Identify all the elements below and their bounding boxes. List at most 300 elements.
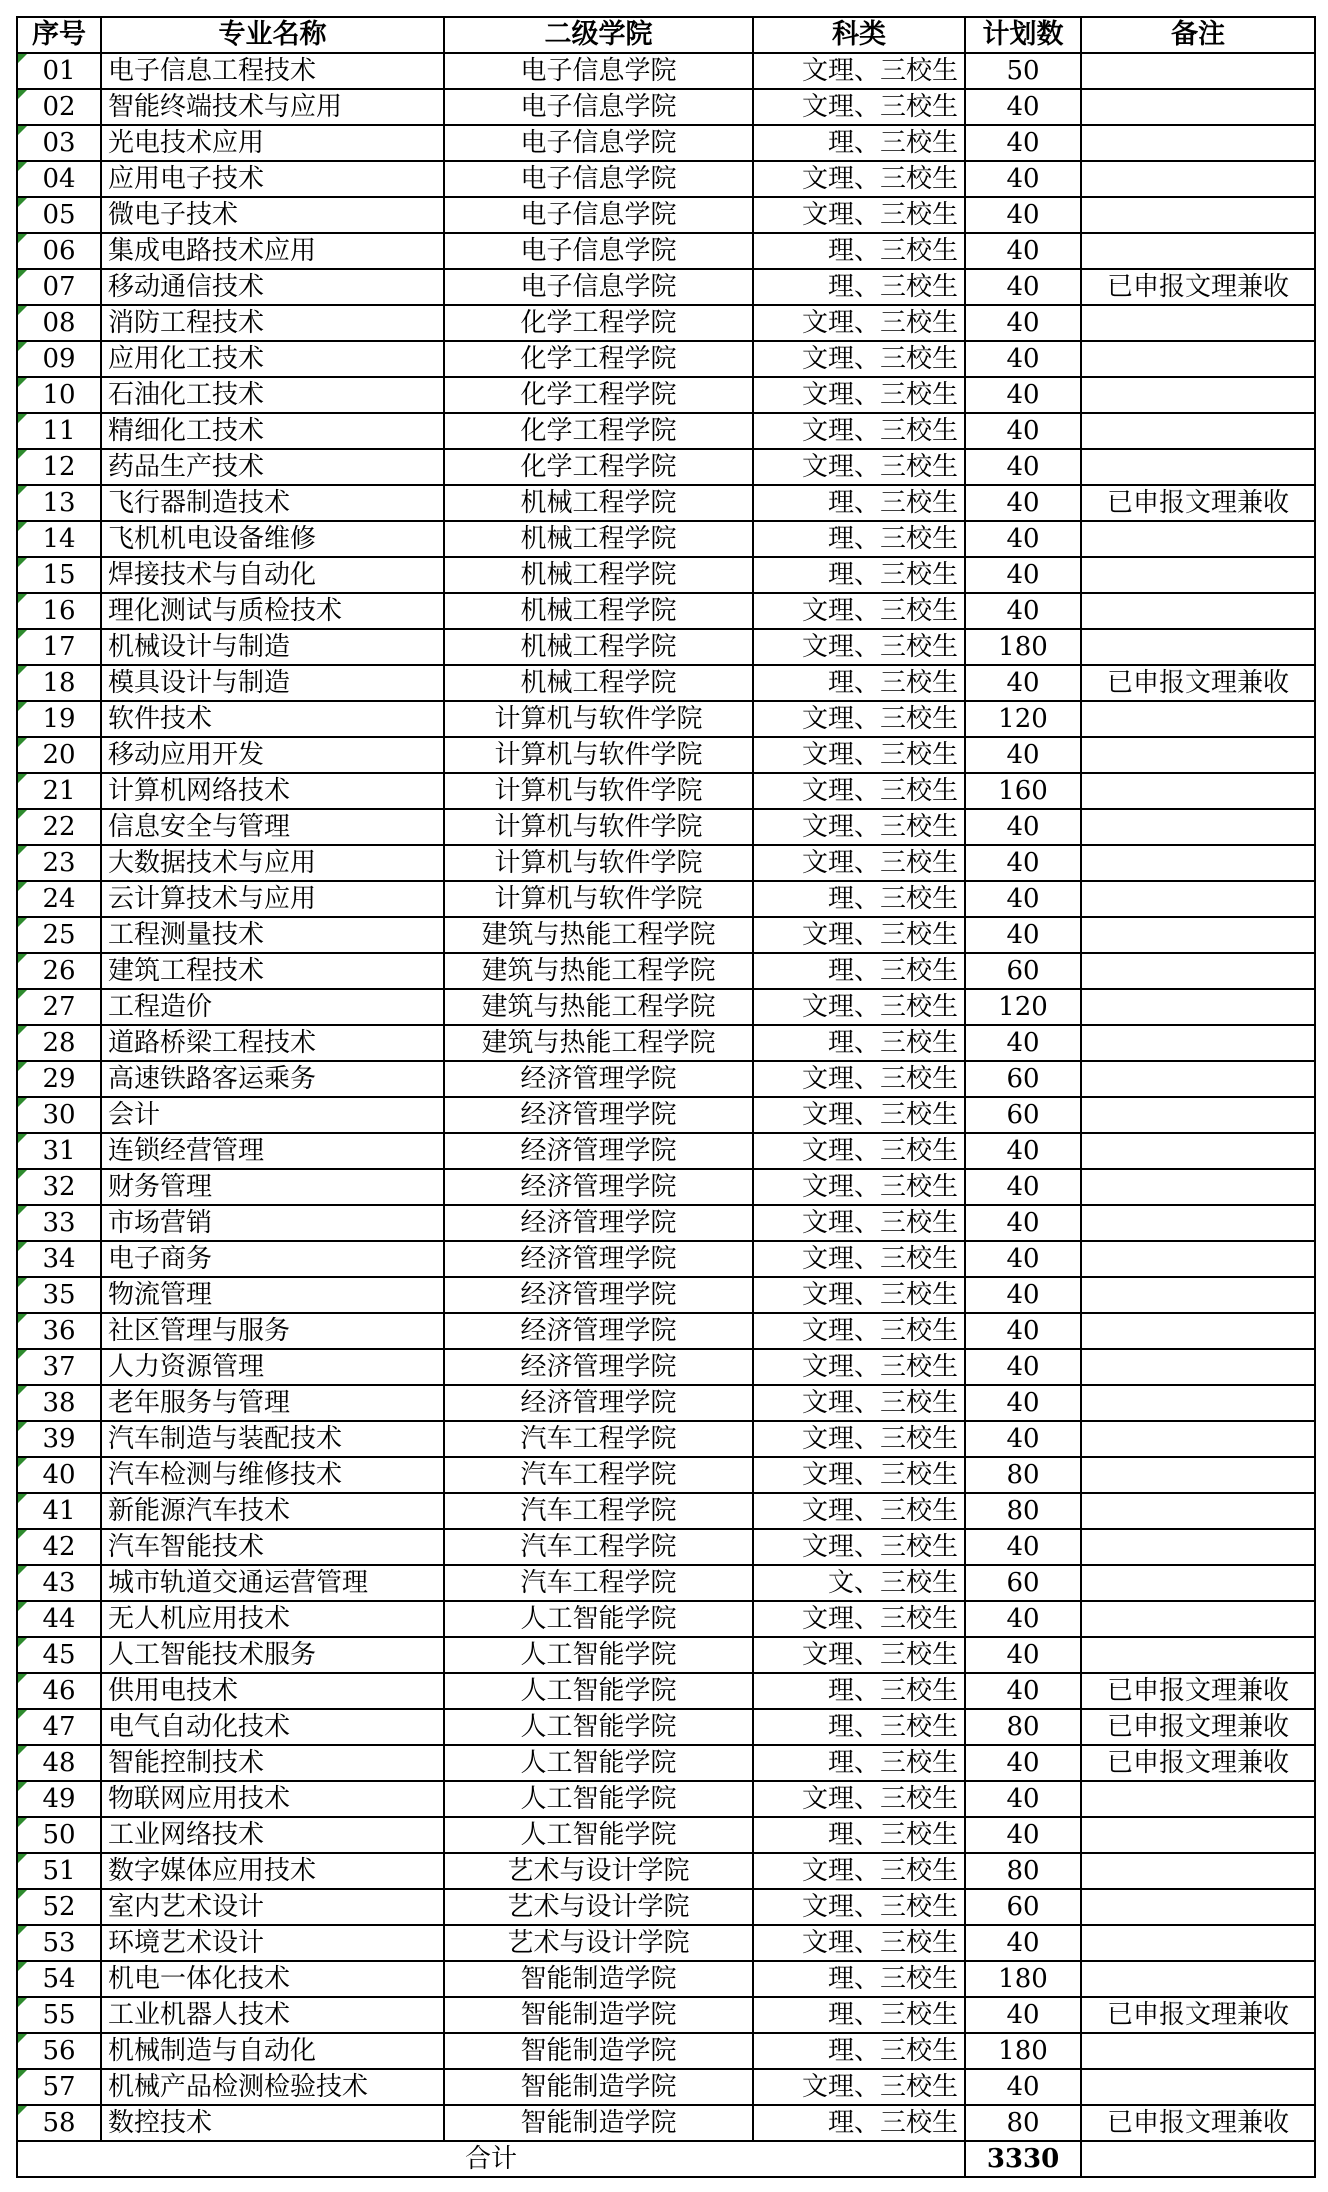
table-row: [17, 1601, 1315, 1637]
cell-category: 文理、三校生: [753, 917, 965, 953]
table-row: [17, 701, 1315, 737]
cell-category: 文理、三校生: [753, 305, 965, 341]
cell-college: 汽车工程学院: [444, 1493, 753, 1529]
cell-no: 13: [17, 485, 101, 521]
cell-major-name: 汽车智能技术: [101, 1529, 444, 1565]
cell-note: [1081, 1961, 1315, 1997]
table-row: [17, 1313, 1315, 1349]
cell-no: 42: [17, 1529, 101, 1565]
table-row: [17, 341, 1315, 377]
cell-college: 计算机与软件学院: [444, 809, 753, 845]
cell-no: 20: [17, 737, 101, 773]
cell-college: 经济管理学院: [444, 1061, 753, 1097]
cell-category: 文理、三校生: [753, 1385, 965, 1421]
cell-college: 机械工程学院: [444, 485, 753, 521]
cell-note: [1081, 1889, 1315, 1925]
cell-college: 经济管理学院: [444, 1097, 753, 1133]
cell-plan: 40: [965, 2069, 1081, 2105]
cell-note: [1081, 89, 1315, 125]
cell-no: 32: [17, 1169, 101, 1205]
cell-note: [1081, 2033, 1315, 2069]
table-row: [17, 845, 1315, 881]
cell-category: 文理、三校生: [753, 377, 965, 413]
cell-plan: 40: [965, 1817, 1081, 1853]
cell-no: 26: [17, 953, 101, 989]
cell-no: 17: [17, 629, 101, 665]
cell-college: 艺术与设计学院: [444, 1925, 753, 1961]
cell-note: [1081, 377, 1315, 413]
cell-note: [1081, 845, 1315, 881]
cell-plan: 40: [965, 377, 1081, 413]
cell-plan: 40: [965, 845, 1081, 881]
cell-note: [1081, 305, 1315, 341]
cell-no: 55: [17, 1997, 101, 2033]
table-row: [17, 1781, 1315, 1817]
table-row: [17, 1961, 1315, 1997]
cell-note: [1081, 2069, 1315, 2105]
cell-no: 10: [17, 377, 101, 413]
cell-major-name: 电气自动化技术: [101, 1709, 444, 1745]
cell-note: [1081, 1205, 1315, 1241]
cell-no: 46: [17, 1673, 101, 1709]
cell-no: 35: [17, 1277, 101, 1313]
cell-note: [1081, 1349, 1315, 1385]
cell-major-name: 会计: [101, 1097, 444, 1133]
cell-college: 计算机与软件学院: [444, 881, 753, 917]
cell-category: 文理、三校生: [753, 737, 965, 773]
cell-note: [1081, 341, 1315, 377]
cell-note: 已申报文理兼收: [1081, 665, 1315, 701]
cell-college: 化学工程学院: [444, 305, 753, 341]
cell-college: 化学工程学院: [444, 377, 753, 413]
cell-plan: 40: [965, 881, 1081, 917]
cell-college: 人工智能学院: [444, 1709, 753, 1745]
cell-note: [1081, 629, 1315, 665]
cell-no: 19: [17, 701, 101, 737]
cell-category: 理、三校生: [753, 1709, 965, 1745]
cell-no: 50: [17, 1817, 101, 1853]
cell-major-name: 微电子技术: [101, 197, 444, 233]
cell-plan: 40: [965, 1169, 1081, 1205]
cell-no: 41: [17, 1493, 101, 1529]
cell-no: 38: [17, 1385, 101, 1421]
cell-college: 人工智能学院: [444, 1781, 753, 1817]
cell-category: 文理、三校生: [753, 1133, 965, 1169]
cell-college: 智能制造学院: [444, 2033, 753, 2069]
cell-category: 文理、三校生: [753, 1349, 965, 1385]
total-row: [17, 2141, 1315, 2177]
cell-category: 文理、三校生: [753, 89, 965, 125]
table-row: [17, 665, 1315, 701]
cell-note: [1081, 1601, 1315, 1637]
table-row: [17, 1529, 1315, 1565]
cell-college: 电子信息学院: [444, 269, 753, 305]
cell-note: [1081, 593, 1315, 629]
cell-note: 已申报文理兼收: [1081, 2105, 1315, 2141]
table-row: [17, 1745, 1315, 1781]
cell-major-name: 汽车制造与装配技术: [101, 1421, 444, 1457]
cell-plan: 40: [965, 1349, 1081, 1385]
cell-plan: 40: [965, 269, 1081, 305]
cell-college: 电子信息学院: [444, 89, 753, 125]
cell-college: 经济管理学院: [444, 1313, 753, 1349]
cell-major-name: 建筑工程技术: [101, 953, 444, 989]
cell-note: [1081, 197, 1315, 233]
cell-plan: 40: [965, 665, 1081, 701]
cell-plan: 50: [965, 53, 1081, 89]
cell-college: 智能制造学院: [444, 1961, 753, 1997]
cell-major-name: 供用电技术: [101, 1673, 444, 1709]
cell-note: [1081, 881, 1315, 917]
table-row: [17, 89, 1315, 125]
cell-college: 汽车工程学院: [444, 1529, 753, 1565]
cell-college: 人工智能学院: [444, 1745, 753, 1781]
cell-major-name: 大数据技术与应用: [101, 845, 444, 881]
cell-major-name: 模具设计与制造: [101, 665, 444, 701]
cell-plan: 40: [965, 557, 1081, 593]
cell-college: 艺术与设计学院: [444, 1889, 753, 1925]
cell-note: [1081, 1637, 1315, 1673]
cell-category: 理、三校生: [753, 1997, 965, 2033]
table-body: [17, 53, 1315, 2141]
table-row: [17, 1133, 1315, 1169]
table-row: [17, 1277, 1315, 1313]
cell-category: 文理、三校生: [753, 1277, 965, 1313]
cell-no: 43: [17, 1565, 101, 1601]
cell-plan: 40: [965, 449, 1081, 485]
cell-college: 智能制造学院: [444, 2105, 753, 2141]
cell-major-name: 工程测量技术: [101, 917, 444, 953]
cell-plan: 60: [965, 1565, 1081, 1601]
cell-no: 37: [17, 1349, 101, 1385]
cell-major-name: 飞行器制造技术: [101, 485, 444, 521]
cell-category: 文理、三校生: [753, 161, 965, 197]
cell-no: 07: [17, 269, 101, 305]
cell-no: 08: [17, 305, 101, 341]
cell-major-name: 人工智能技术服务: [101, 1637, 444, 1673]
cell-college: 经济管理学院: [444, 1205, 753, 1241]
table-row: [17, 1061, 1315, 1097]
cell-category: 文理、三校生: [753, 809, 965, 845]
cell-plan: 40: [965, 1997, 1081, 2033]
cell-no: 11: [17, 413, 101, 449]
header-category: 科类: [753, 17, 965, 53]
cell-note: [1081, 233, 1315, 269]
cell-category: 理、三校生: [753, 557, 965, 593]
cell-note: [1081, 1853, 1315, 1889]
cell-plan: 80: [965, 2105, 1081, 2141]
cell-plan: 80: [965, 1853, 1081, 1889]
cell-college: 化学工程学院: [444, 341, 753, 377]
table-header: [17, 17, 1315, 53]
cell-no: 05: [17, 197, 101, 233]
table-row: [17, 1493, 1315, 1529]
table-row: [17, 1817, 1315, 1853]
table-row: [17, 305, 1315, 341]
cell-note: [1081, 125, 1315, 161]
table-row: [17, 1637, 1315, 1673]
cell-major-name: 财务管理: [101, 1169, 444, 1205]
cell-plan: 40: [965, 1529, 1081, 1565]
cell-major-name: 云计算技术与应用: [101, 881, 444, 917]
cell-college: 建筑与热能工程学院: [444, 917, 753, 953]
table-row: [17, 1853, 1315, 1889]
cell-college: 机械工程学院: [444, 521, 753, 557]
cell-no: 09: [17, 341, 101, 377]
table-row: [17, 953, 1315, 989]
table-row: [17, 881, 1315, 917]
cell-no: 45: [17, 1637, 101, 1673]
header-no: 序号: [17, 17, 101, 53]
cell-category: 理、三校生: [753, 1025, 965, 1061]
cell-major-name: 智能终端技术与应用: [101, 89, 444, 125]
cell-plan: 40: [965, 233, 1081, 269]
cell-category: 理、三校生: [753, 953, 965, 989]
cell-college: 电子信息学院: [444, 53, 753, 89]
cell-category: 文理、三校生: [753, 53, 965, 89]
cell-note: 已申报文理兼收: [1081, 1673, 1315, 1709]
cell-category: 文理、三校生: [753, 197, 965, 233]
cell-no: 57: [17, 2069, 101, 2105]
cell-college: 机械工程学院: [444, 665, 753, 701]
cell-category: 文理、三校生: [753, 773, 965, 809]
cell-major-name: 市场营销: [101, 1205, 444, 1241]
cell-college: 建筑与热能工程学院: [444, 953, 753, 989]
cell-category: 文理、三校生: [753, 2069, 965, 2105]
table-row: [17, 2105, 1315, 2141]
cell-category: 文理、三校生: [753, 845, 965, 881]
table-row: [17, 377, 1315, 413]
table-row: [17, 197, 1315, 233]
total-label: 合计: [17, 2141, 965, 2177]
cell-major-name: 工业机器人技术: [101, 1997, 444, 2033]
cell-note: [1081, 1385, 1315, 1421]
table-row: [17, 1889, 1315, 1925]
cell-no: 30: [17, 1097, 101, 1133]
table-row: [17, 1169, 1315, 1205]
cell-note: 已申报文理兼收: [1081, 1709, 1315, 1745]
cell-category: 理、三校生: [753, 521, 965, 557]
cell-plan: 40: [965, 161, 1081, 197]
cell-note: [1081, 557, 1315, 593]
cell-note: [1081, 773, 1315, 809]
total-value: 3330: [965, 2141, 1081, 2177]
cell-major-name: 机械产品检测检验技术: [101, 2069, 444, 2105]
cell-college: 计算机与软件学院: [444, 701, 753, 737]
cell-category: 文理、三校生: [753, 1241, 965, 1277]
cell-no: 15: [17, 557, 101, 593]
cell-no: 12: [17, 449, 101, 485]
cell-college: 汽车工程学院: [444, 1457, 753, 1493]
cell-college: 化学工程学院: [444, 413, 753, 449]
cell-major-name: 应用电子技术: [101, 161, 444, 197]
cell-note: 已申报文理兼收: [1081, 1745, 1315, 1781]
cell-plan: 40: [965, 1385, 1081, 1421]
cell-major-name: 计算机网络技术: [101, 773, 444, 809]
cell-no: 34: [17, 1241, 101, 1277]
cell-no: 27: [17, 989, 101, 1025]
cell-no: 01: [17, 53, 101, 89]
cell-category: 文理、三校生: [753, 629, 965, 665]
cell-major-name: 移动通信技术: [101, 269, 444, 305]
cell-category: 文理、三校生: [753, 341, 965, 377]
cell-college: 汽车工程学院: [444, 1421, 753, 1457]
cell-college: 经济管理学院: [444, 1241, 753, 1277]
cell-category: 文理、三校生: [753, 1529, 965, 1565]
table-row: [17, 1565, 1315, 1601]
cell-college: 人工智能学院: [444, 1601, 753, 1637]
cell-major-name: 光电技术应用: [101, 125, 444, 161]
cell-major-name: 移动应用开发: [101, 737, 444, 773]
cell-college: 经济管理学院: [444, 1385, 753, 1421]
cell-no: 58: [17, 2105, 101, 2141]
cell-note: [1081, 1025, 1315, 1061]
table-row: [17, 521, 1315, 557]
table-footer: [17, 2141, 1315, 2177]
cell-note: [1081, 1169, 1315, 1205]
cell-no: 44: [17, 1601, 101, 1637]
cell-plan: 40: [965, 89, 1081, 125]
cell-plan: 40: [965, 197, 1081, 233]
cell-note: [1081, 737, 1315, 773]
table-row: [17, 773, 1315, 809]
cell-note: 已申报文理兼收: [1081, 269, 1315, 305]
cell-category: 文理、三校生: [753, 593, 965, 629]
cell-plan: 40: [965, 125, 1081, 161]
cell-plan: 60: [965, 1097, 1081, 1133]
cell-category: 理、三校生: [753, 485, 965, 521]
cell-no: 06: [17, 233, 101, 269]
cell-no: 31: [17, 1133, 101, 1169]
cell-plan: 60: [965, 953, 1081, 989]
cell-no: 36: [17, 1313, 101, 1349]
cell-category: 文、三校生: [753, 1565, 965, 1601]
cell-category: 理、三校生: [753, 269, 965, 305]
cell-major-name: 汽车检测与维修技术: [101, 1457, 444, 1493]
cell-major-name: 消防工程技术: [101, 305, 444, 341]
cell-major-name: 焊接技术与自动化: [101, 557, 444, 593]
cell-category: 文理、三校生: [753, 449, 965, 485]
table-row: [17, 161, 1315, 197]
cell-major-name: 数字媒体应用技术: [101, 1853, 444, 1889]
cell-plan: 40: [965, 1637, 1081, 1673]
cell-no: 16: [17, 593, 101, 629]
cell-no: 47: [17, 1709, 101, 1745]
cell-category: 文理、三校生: [753, 1313, 965, 1349]
table-row: [17, 1457, 1315, 1493]
cell-note: [1081, 917, 1315, 953]
cell-no: 25: [17, 917, 101, 953]
table-row: [17, 809, 1315, 845]
cell-no: 04: [17, 161, 101, 197]
cell-college: 机械工程学院: [444, 629, 753, 665]
cell-note: [1081, 953, 1315, 989]
cell-plan: 40: [965, 917, 1081, 953]
header-college: 二级学院: [444, 17, 753, 53]
cell-category: 理、三校生: [753, 1817, 965, 1853]
cell-college: 人工智能学院: [444, 1817, 753, 1853]
cell-plan: 180: [965, 629, 1081, 665]
cell-college: 经济管理学院: [444, 1349, 753, 1385]
cell-category: 文理、三校生: [753, 1061, 965, 1097]
cell-major-name: 电子商务: [101, 1241, 444, 1277]
cell-no: 49: [17, 1781, 101, 1817]
cell-note: [1081, 1061, 1315, 1097]
cell-no: 56: [17, 2033, 101, 2069]
cell-major-name: 石油化工技术: [101, 377, 444, 413]
cell-category: 理、三校生: [753, 665, 965, 701]
cell-major-name: 老年服务与管理: [101, 1385, 444, 1421]
table-row: [17, 449, 1315, 485]
cell-major-name: 城市轨道交通运营管理: [101, 1565, 444, 1601]
cell-note: [1081, 161, 1315, 197]
cell-note: [1081, 701, 1315, 737]
cell-no: 14: [17, 521, 101, 557]
cell-category: 文理、三校生: [753, 1637, 965, 1673]
cell-no: 03: [17, 125, 101, 161]
cell-category: 文理、三校生: [753, 1889, 965, 1925]
table-row: [17, 1925, 1315, 1961]
cell-plan: 40: [965, 1673, 1081, 1709]
enrollment-plan-table: [16, 16, 1316, 2178]
cell-major-name: 智能控制技术: [101, 1745, 444, 1781]
table-row: [17, 233, 1315, 269]
cell-college: 艺术与设计学院: [444, 1853, 753, 1889]
cell-plan: 80: [965, 1457, 1081, 1493]
cell-major-name: 道路桥梁工程技术: [101, 1025, 444, 1061]
cell-major-name: 应用化工技术: [101, 341, 444, 377]
cell-no: 39: [17, 1421, 101, 1457]
cell-no: 54: [17, 1961, 101, 1997]
cell-plan: 120: [965, 989, 1081, 1025]
cell-no: 02: [17, 89, 101, 125]
cell-note: [1081, 1817, 1315, 1853]
cell-major-name: 工程造价: [101, 989, 444, 1025]
cell-major-name: 信息安全与管理: [101, 809, 444, 845]
cell-note: [1081, 1097, 1315, 1133]
cell-college: 人工智能学院: [444, 1673, 753, 1709]
cell-category: 理、三校生: [753, 233, 965, 269]
cell-note: [1081, 1133, 1315, 1169]
cell-plan: 80: [965, 1493, 1081, 1529]
cell-note: [1081, 1565, 1315, 1601]
cell-plan: 40: [965, 1781, 1081, 1817]
cell-category: 理、三校生: [753, 1961, 965, 1997]
cell-major-name: 高速铁路客运乘务: [101, 1061, 444, 1097]
table-row: [17, 1349, 1315, 1385]
cell-major-name: 人力资源管理: [101, 1349, 444, 1385]
cell-category: 文理、三校生: [753, 1853, 965, 1889]
cell-note: [1081, 1457, 1315, 1493]
cell-college: 智能制造学院: [444, 1997, 753, 2033]
cell-note: [1081, 1241, 1315, 1277]
cell-major-name: 物流管理: [101, 1277, 444, 1313]
cell-major-name: 药品生产技术: [101, 449, 444, 485]
cell-plan: 40: [965, 1601, 1081, 1637]
cell-college: 经济管理学院: [444, 1133, 753, 1169]
cell-no: 22: [17, 809, 101, 845]
cell-plan: 40: [965, 1205, 1081, 1241]
cell-note: [1081, 1781, 1315, 1817]
table-row: [17, 413, 1315, 449]
cell-plan: 180: [965, 1961, 1081, 1997]
cell-note: [1081, 1313, 1315, 1349]
cell-college: 电子信息学院: [444, 197, 753, 233]
table-row: [17, 53, 1315, 89]
table-row: [17, 1025, 1315, 1061]
cell-plan: 40: [965, 1745, 1081, 1781]
cell-note: 已申报文理兼收: [1081, 485, 1315, 521]
